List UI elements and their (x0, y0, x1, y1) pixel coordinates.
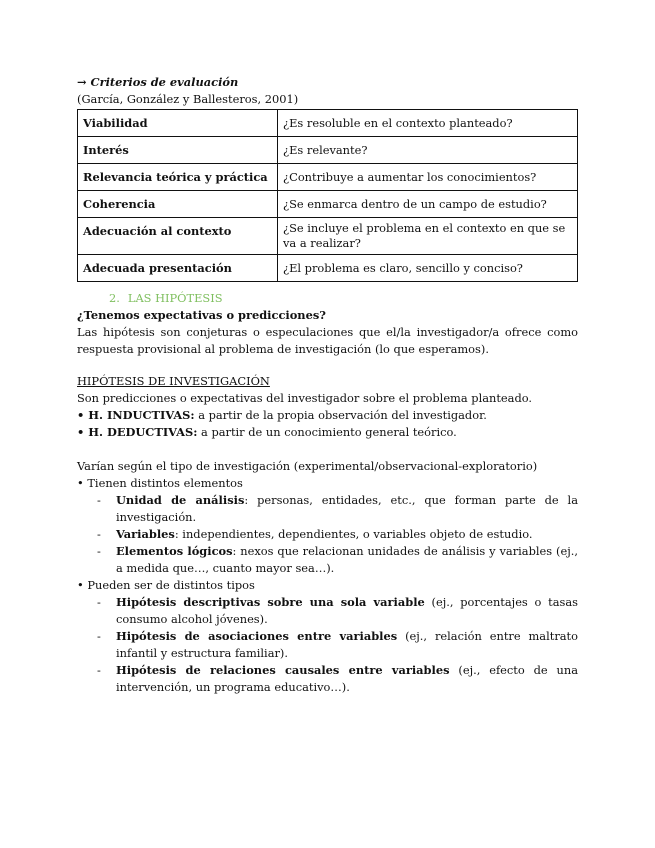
bullet-text: a partir de un conocimiento general teórico. (197, 425, 457, 439)
list-item (77, 662, 578, 696)
dash-mark: - (97, 544, 101, 558)
table-row (78, 191, 578, 218)
table-row (78, 218, 578, 255)
question-cell: ¿Contribuye a aumentar los conocimientos? (278, 164, 578, 191)
document-page (77, 74, 578, 696)
criteria-title: → Criterios de evaluación (77, 75, 239, 89)
question-cell: ¿Se incluye el problema en el contexto en que se va a realizar? (278, 218, 578, 255)
criteria-citation: (García, González y Ballesteros, 2001) (77, 92, 299, 106)
dash-mark: - (97, 527, 101, 541)
item-label: Elementos lógicos (116, 544, 233, 558)
elements-title: • Tienen distintos elementos (77, 476, 243, 490)
section-intro: Las hipótesis son conjeturas o especulaciones que el/la investigador/a ofrece como respuesta provisional al problema de investigación (lo que esperamos). (77, 325, 578, 356)
list-item (77, 628, 578, 662)
item-label: Hipótesis descriptivas sobre una sola variable (116, 595, 425, 609)
list-item (77, 492, 578, 526)
section-question: ¿Tenemos expectativas o predicciones? (77, 308, 326, 322)
item-label: Hipótesis de relaciones causales entre variables (116, 663, 450, 677)
item-label: Variables (116, 527, 175, 541)
criterion-cell: Interés (78, 137, 278, 164)
list-item (77, 424, 578, 441)
criterion-cell: Coherencia (78, 191, 278, 218)
section-heading (77, 290, 578, 307)
subsection-text: Son predicciones o expectativas del investigador sobre el problema planteado. (77, 391, 533, 405)
item-text: : nexos que relacionan unidades de análisis y variables (ej., a medida que…, cuanto mayor sea…). (116, 544, 578, 575)
section-number: 2. (109, 291, 120, 305)
list-item (77, 543, 578, 577)
bullet-label: • H. DEDUCTIVAS: (77, 425, 198, 439)
criterion-cell: Relevancia teórica y práctica (78, 164, 278, 191)
criteria-table (77, 109, 578, 282)
table-row (78, 137, 578, 164)
bullet-label: • H. INDUCTIVAS: (77, 408, 195, 422)
table-row (78, 164, 578, 191)
dash-mark: - (97, 595, 101, 609)
elements-list (77, 492, 578, 577)
item-label: Hipótesis de asociaciones entre variables (116, 629, 398, 643)
bullet-text: a partir de la propia observación del investigador. (194, 408, 487, 422)
criterion-cell: Adecuación al contexto (78, 218, 278, 255)
table-row (78, 110, 578, 137)
question-cell: ¿Es relevante? (278, 137, 578, 164)
dash-mark: - (97, 493, 101, 507)
types-list (77, 594, 578, 696)
criterion-cell: Adecuada presentación (78, 255, 278, 282)
types-title: • Pueden ser de distintos tipos (77, 578, 255, 592)
item-text: (ej., relación entre maltrato infantil y estructura familiar). (116, 629, 578, 660)
section-title: LAS HIPÓTESIS (127, 291, 223, 305)
list-item (77, 526, 578, 543)
item-text: : independientes, dependientes, o variables objeto de estudio. (174, 527, 533, 541)
list-item (77, 594, 578, 628)
item-label: Unidad de análisis (116, 493, 245, 507)
dash-mark: - (97, 629, 101, 643)
criterion-cell: Viabilidad (78, 110, 278, 137)
subsection-heading: HIPÓTESIS DE INVESTIGACIÓN (77, 374, 270, 388)
table-row (78, 255, 578, 282)
types-intro: Varían según el tipo de investigación (experimental/observacional-exploratorio) (77, 459, 538, 473)
question-cell: ¿Es resoluble en el contexto planteado? (278, 110, 578, 137)
question-cell: ¿Se enmarca dentro de un campo de estudio? (278, 191, 578, 218)
item-text: : personas, entidades, etc., que forman parte de la investigación. (116, 493, 578, 524)
question-cell: ¿El problema es claro, sencillo y conciso? (278, 255, 578, 282)
item-text: (ej., efecto de una intervención, un programa educativo…). (116, 663, 578, 694)
list-item (77, 407, 578, 424)
dash-mark: - (97, 663, 101, 677)
item-text: (ej., porcentajes o tasas consumo alcohol jóvenes). (116, 595, 578, 626)
